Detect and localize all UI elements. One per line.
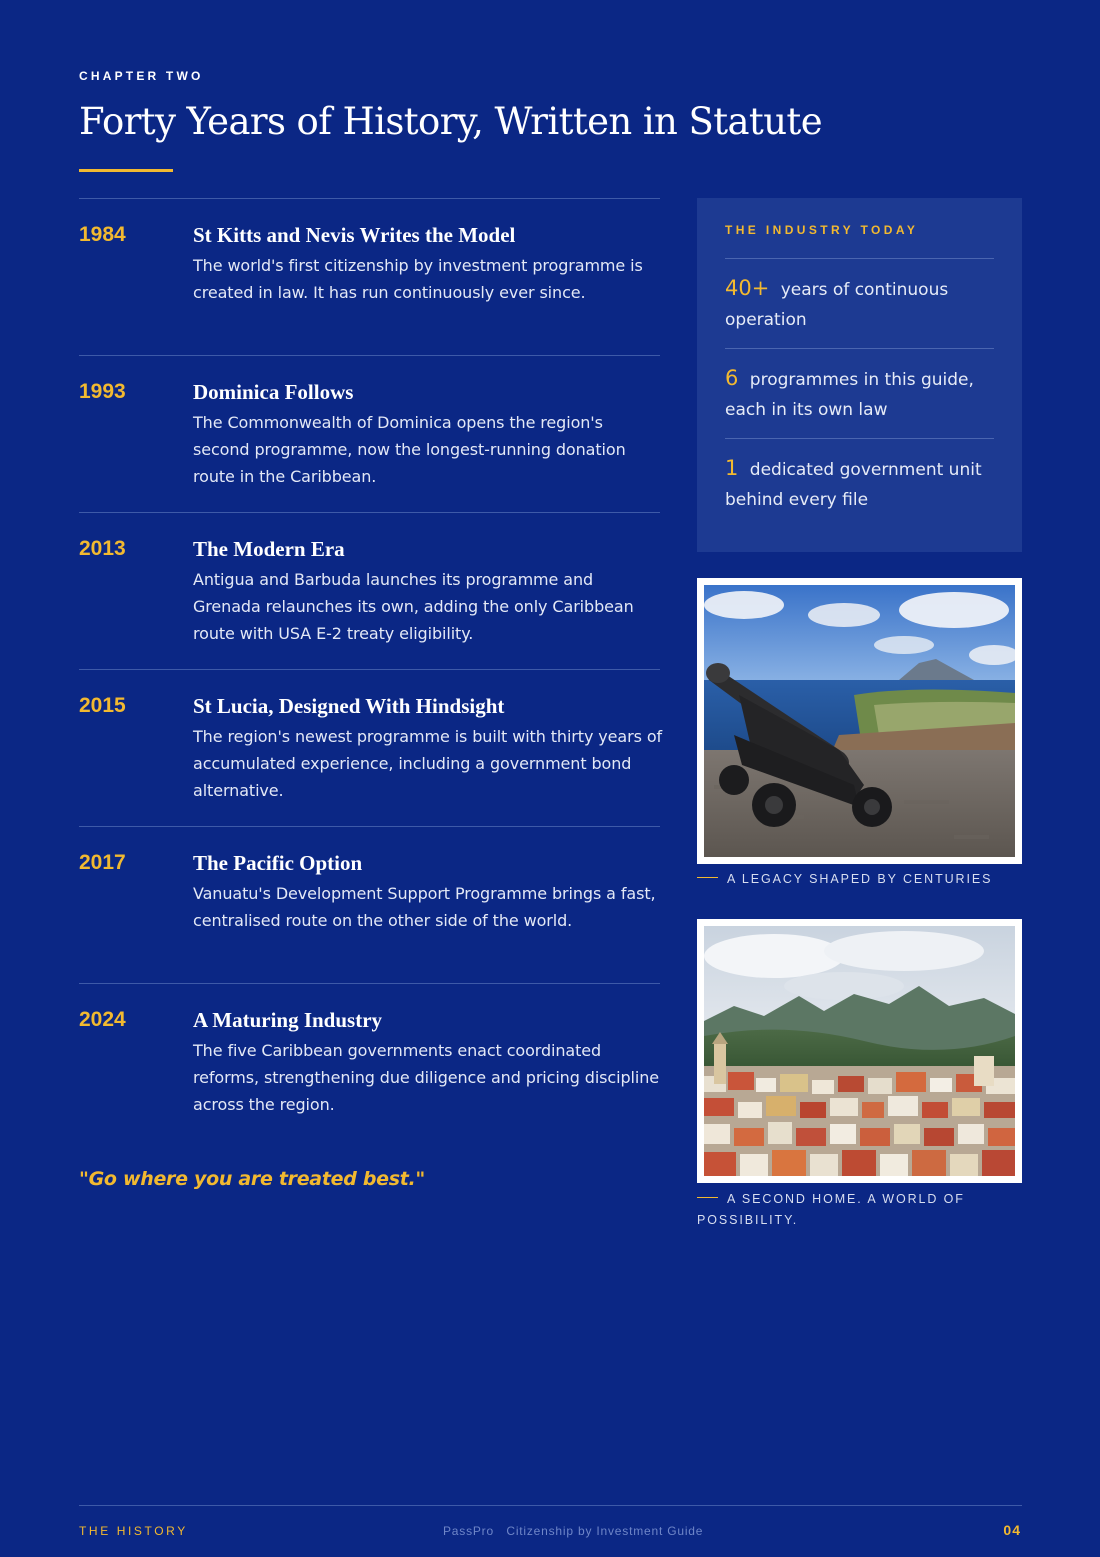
stat-text: years of continuous operation [725, 280, 949, 330]
timeline-event [79, 670, 663, 827]
timeline-event [79, 513, 660, 670]
timeline-event [79, 199, 660, 356]
stat-number: 40+ [725, 276, 770, 300]
event-body: The Commonwealth of Dominica opens the region's second programme, now the longest-running donation route in the Caribbean. [193, 413, 626, 486]
event-title: The Modern Era [193, 537, 345, 561]
timeline-event [79, 827, 660, 984]
event-title: St Lucia, Designed With Hindsight [193, 694, 505, 718]
stat-number: 6 [725, 366, 739, 390]
event-body: The five Caribbean governments enact coordinated reforms, strengthening due diligence and pricing discipline across the region. [193, 1041, 659, 1114]
stat-text: programmes in this guide, each in its own law [725, 370, 974, 420]
footer-divider [79, 1505, 1022, 1506]
event-year: 1993 [79, 380, 126, 403]
event-body: The region's newest programme is built with thirty years of accumulated experience, including a government bond alternative. [193, 727, 663, 800]
stat-item [725, 348, 994, 438]
event-year: 2013 [79, 537, 126, 560]
chapter-eyebrow: CHAPTER TWO [79, 69, 204, 83]
town-image [704, 926, 1015, 1176]
industry-stats-panel [697, 198, 1022, 552]
event-year: 2015 [79, 694, 126, 717]
caption-text: A LEGACY SHAPED BY CENTURIES [727, 872, 993, 886]
footer-section: THE HISTORY [79, 1524, 188, 1538]
stat-item [725, 438, 994, 528]
event-title: St Kitts and Nevis Writes the Model [193, 223, 516, 247]
caption-text: A SECOND HOME. A WORLD OF POSSIBILITY. [697, 1192, 965, 1227]
pull-quote: "Go where you are treated best." [79, 1168, 426, 1190]
event-title: A Maturing Industry [193, 1008, 383, 1032]
event-body: The world's first citizenship by investment programme is created in law. It has run continuously ever since. [193, 256, 643, 302]
stat-text: dedicated government unit behind every file [725, 460, 982, 510]
photo-cannon [697, 578, 1022, 864]
event-year: 2017 [79, 851, 126, 874]
stat-number: 1 [725, 456, 739, 480]
caption-dash [697, 1197, 718, 1198]
timeline-event [79, 984, 660, 1141]
event-title: The Pacific Option [193, 851, 363, 875]
photo-caption [697, 1189, 997, 1231]
event-body: Antigua and Barbuda launches its programme and Grenada relaunches its own, adding the only Caribbean route with USA E-2 treaty eligibility. [193, 570, 634, 643]
photo-town [697, 919, 1022, 1183]
event-year: 2024 [79, 1008, 126, 1031]
stat-item [725, 258, 994, 348]
page-title: Forty Years of History, Written in Statute [79, 100, 822, 143]
page-number: 04 [1003, 1522, 1021, 1538]
photo-caption [697, 869, 997, 890]
timeline-event [79, 356, 660, 513]
event-body: Vanuatu's Development Support Programme brings a fast, centralised route on the other side of the world. [193, 884, 656, 930]
stats-label: THE INDUSTRY TODAY [725, 223, 919, 237]
event-title: Dominica Follows [193, 380, 354, 404]
footer-publication: PassPro Citizenship by Investment Guide [443, 1524, 704, 1538]
cannon-image [704, 585, 1015, 857]
timeline [79, 198, 663, 1141]
caption-dash [697, 877, 718, 878]
event-year: 1984 [79, 223, 126, 246]
title-underline [79, 169, 173, 172]
